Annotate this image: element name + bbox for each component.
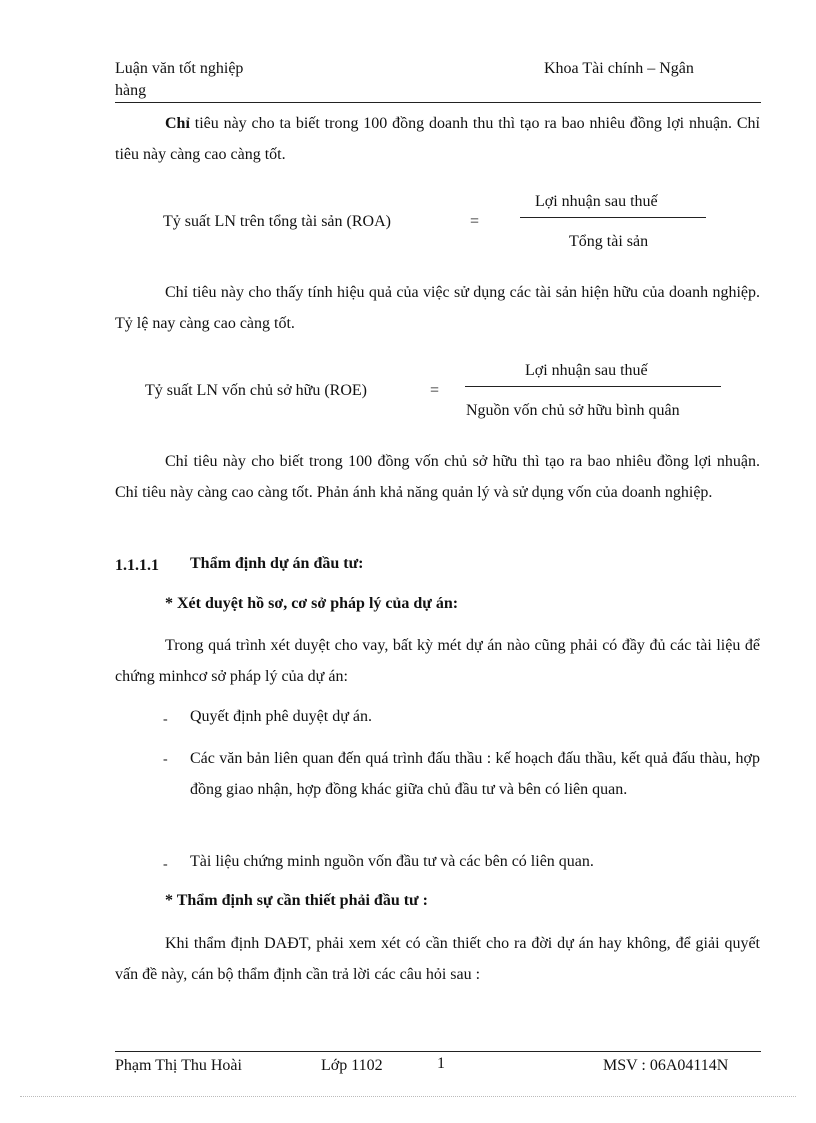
roa-label: Tỷ suất LN trên tổng tài sản (ROA) — [163, 213, 391, 230]
roa-numerator: Lợi nhuận sau thuế — [535, 193, 658, 210]
paragraph-legal-docs: Trong quá trình xét duyệt cho vay, bất kỳ mét dự án nào cũng phải có đầy đủ các tài liệu để chứng minhcơ sở pháp lý của dự án: — [115, 637, 760, 685]
footer-author: Phạm Thị Thu Hoài — [115, 1057, 242, 1074]
roe-numerator: Lợi nhuận sau thuế — [525, 362, 648, 379]
page-bottom-border — [20, 1096, 796, 1097]
subheading-legal: * Xét duyệt hồ sơ, cơ sở pháp lý của dự án: — [165, 595, 459, 612]
paragraph-text: tiêu này cho ta biết trong 100 đồng doanh thu thì tạo ra bao nhiêu đồng lợi nhuận. Chỉ tiêu này càng cao càng tốt. — [115, 115, 760, 163]
roa-equals: = — [470, 213, 480, 230]
bullet-item: Quyết định phê duyệt dự án. — [190, 708, 372, 725]
roe-equals: = — [430, 382, 440, 399]
page-number: 1 — [437, 1055, 445, 1072]
header-left-line1: Luận văn tốt nghiệp — [115, 60, 244, 77]
roe-fraction-line — [465, 386, 721, 387]
section-number: 1.1.1.1 — [115, 557, 159, 574]
roa-denominator: Tổng tài sản — [569, 233, 649, 250]
paragraph-roe-sales — [115, 108, 760, 170]
roa-fraction-line — [520, 217, 706, 218]
bullet-marker: - — [163, 857, 168, 872]
subheading-necessity: * Thẩm định sự cần thiết phải đầu tư : — [165, 892, 428, 909]
footer-student-id: MSV : 06A04114N — [603, 1057, 729, 1074]
section-title: Thẩm định dự án đầu tư: — [190, 555, 364, 572]
bullet-marker: - — [163, 712, 168, 727]
header-rule — [115, 102, 761, 103]
paragraph-roe-desc: Chỉ tiêu này cho biết trong 100 đồng vốn chủ sở hữu thì tạo ra bao nhiêu đồng lợi nhuận. Chỉ tiêu này càng cao càng tốt. Phản ánh khả năng quản lý và sử dụng vốn của doanh nghiệp. — [115, 453, 760, 501]
paragraph-roa-desc: Chỉ tiêu này cho thấy tính hiệu quả của việc sử dụng các tài sản hiện hữu của doanh nghiệp. Tỷ lệ nay càng cao càng tốt. — [115, 284, 760, 332]
paragraph-lead-word: Chỉ — [165, 115, 190, 132]
roe-label: Tỷ suất LN vốn chủ sở hữu (ROE) — [145, 382, 367, 399]
header-left-line2: hàng — [115, 82, 147, 99]
header-right: Khoa Tài chính – Ngân — [544, 60, 694, 77]
paragraph-necessity: Khi thẩm định DAĐT, phải xem xét có cần thiết cho ra đời dự án hay không, để giải quyết vấn đề này, cán bộ thẩm định cần trả lời các câu hỏi sau : — [115, 935, 760, 983]
bullet-item: Các văn bản liên quan đến quá trình đấu thầu : kế hoạch đấu thầu, kết quả đấu thàu, hợp đồng giao nhận, hợp đồng khác giữa chủ đầu tư và bên có liên quan. — [190, 750, 760, 798]
bullet-marker: - — [163, 752, 168, 767]
roe-denominator: Nguồn vốn chủ sở hữu bình quân — [466, 402, 680, 419]
footer-rule — [115, 1051, 761, 1052]
bullet-item: Tài liệu chứng minh nguồn vốn đầu tư và các bên có liên quan. — [190, 853, 594, 870]
footer-class: Lớp 1102 — [321, 1057, 383, 1074]
